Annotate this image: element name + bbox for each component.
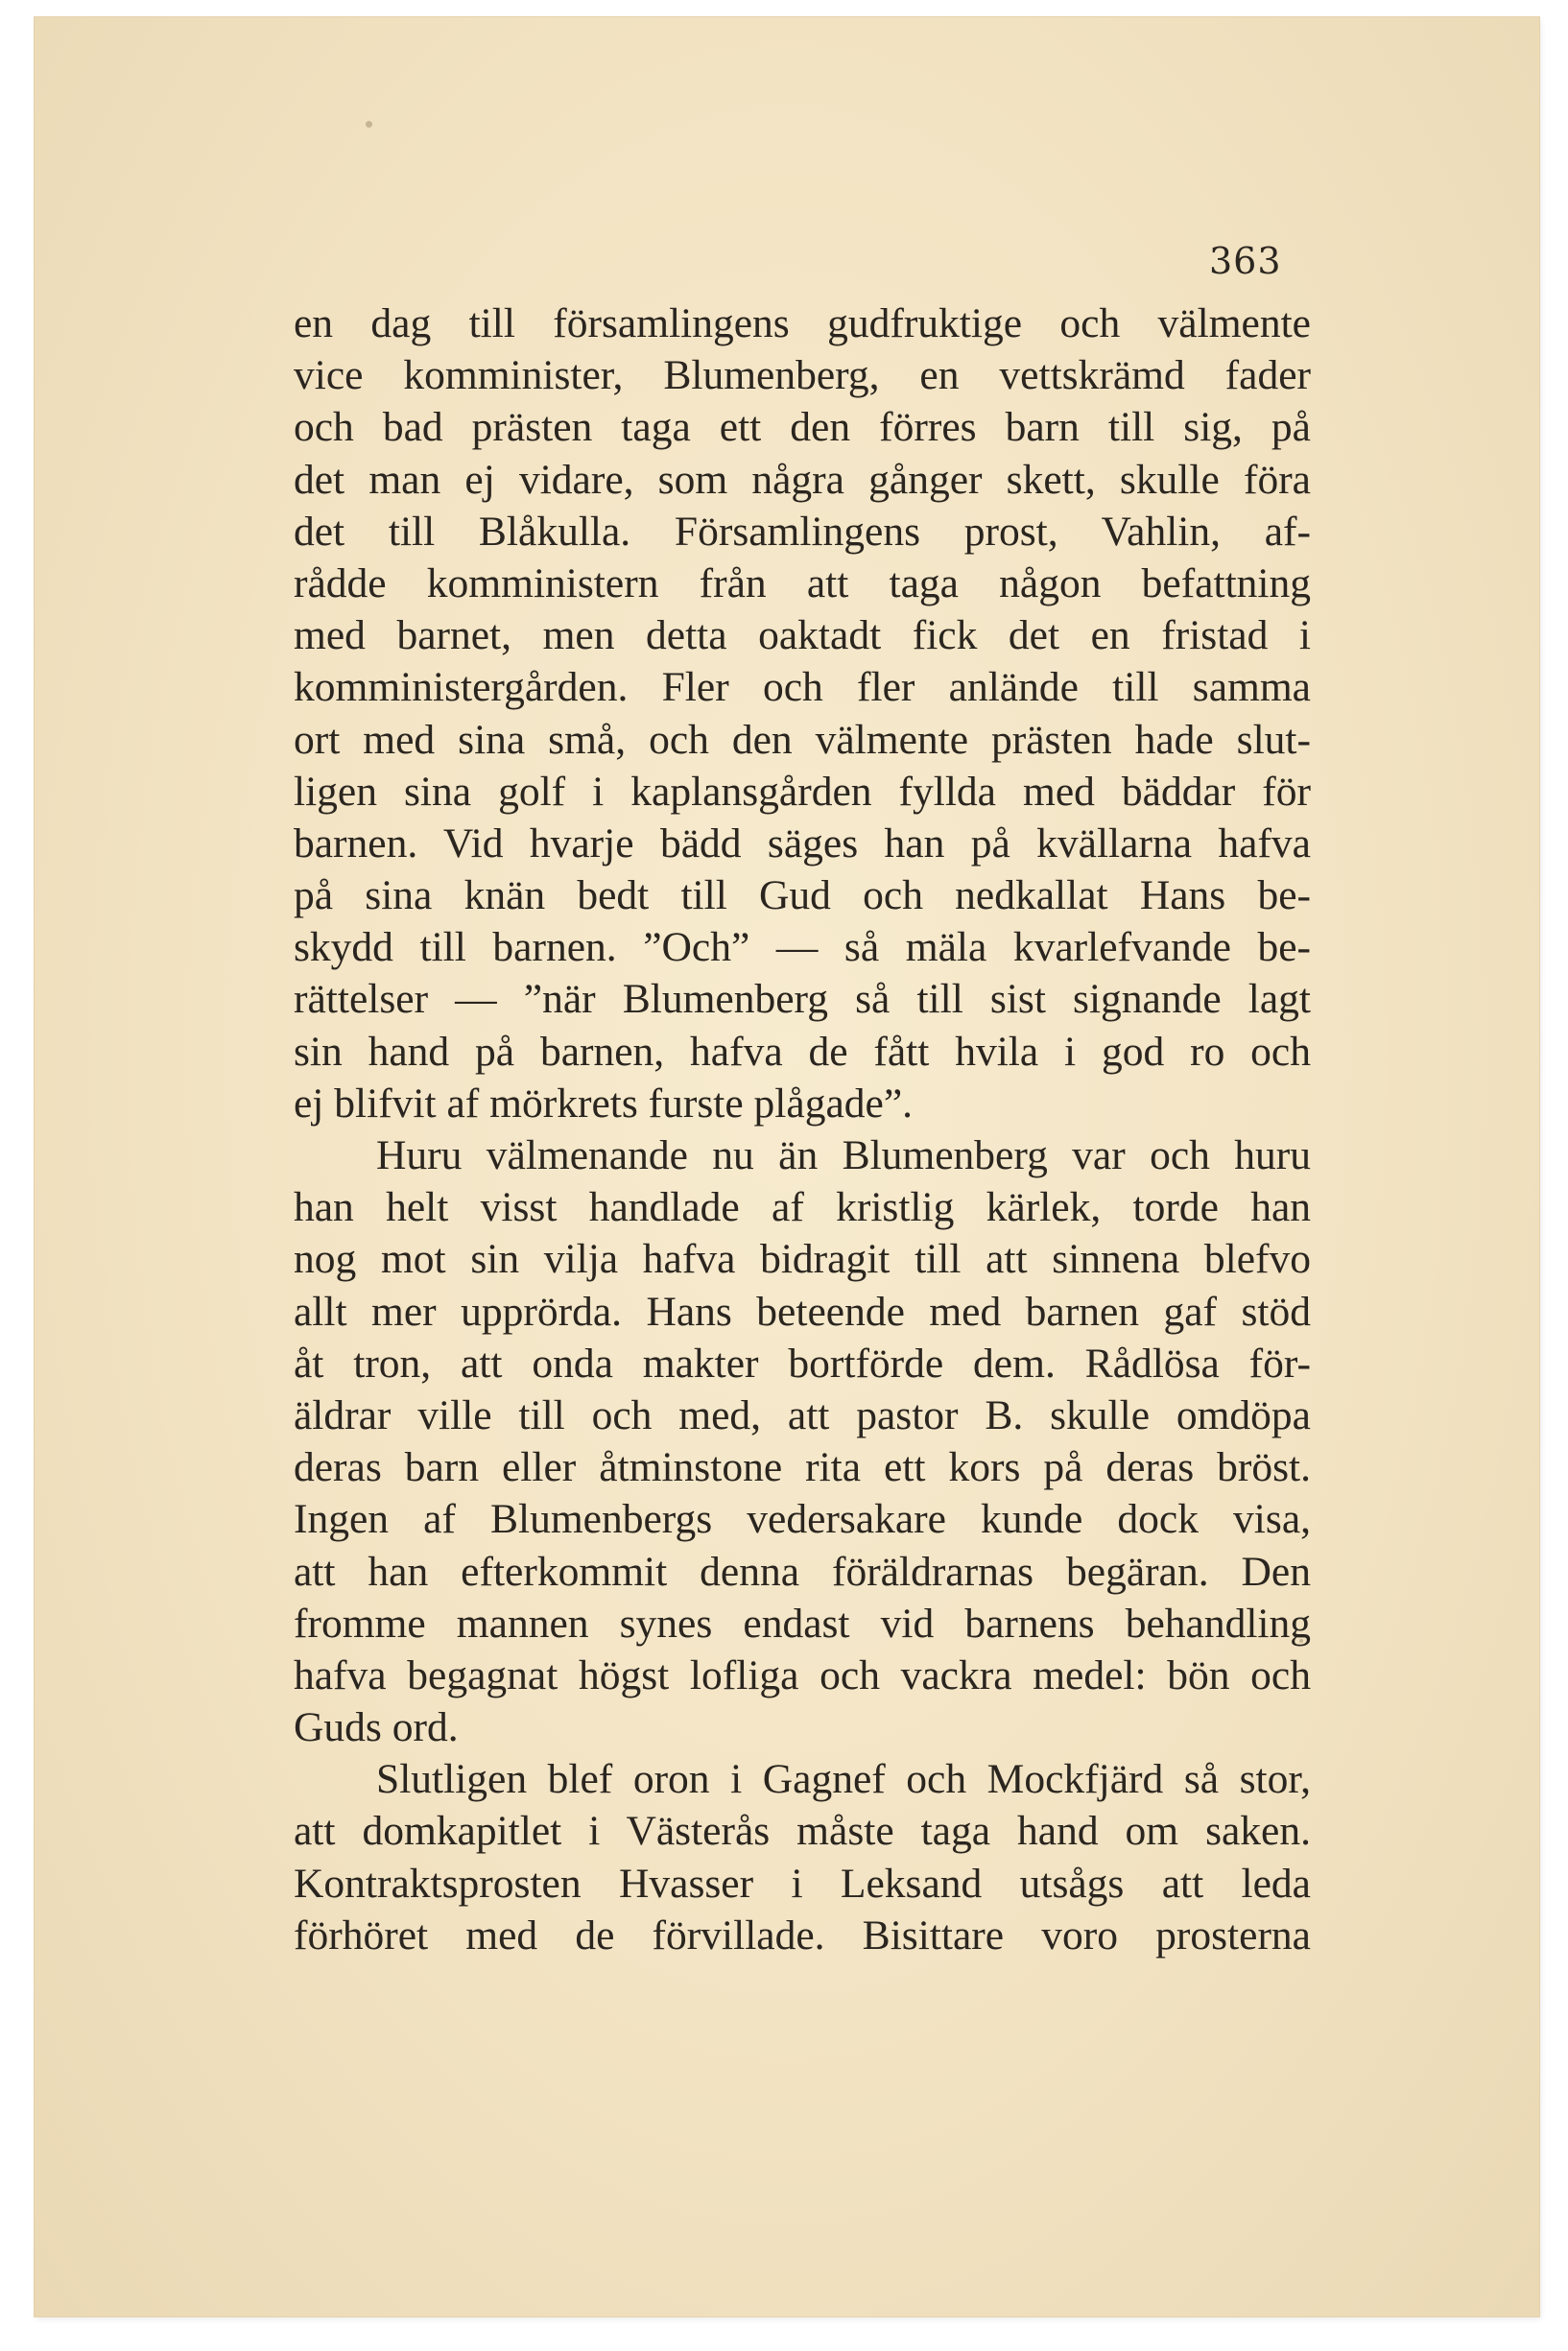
text-line: rättelser — ”när Blumenberg så till sist signande lagt [294,976,1311,1023]
text-line: att domkapitlet i Västerås måste taga hand om saken. [294,1808,1311,1855]
text-line: förhöret med de förvillade. Bisittare voro prosterna [294,1912,1311,1959]
body-text [294,297,1311,1961]
text-line: med barnet, men detta oaktadt fick det en fristad i [294,612,1311,659]
book-page [35,17,1539,2316]
text-line: sin hand på barnen, hafva de fått hvila i god ro och [294,1028,1311,1075]
text-line: vice komminister, Blumenberg, en vettskrämd fader [294,352,1311,399]
paper-speck [366,121,372,128]
paragraph-start-line: Huru välmenande nu än Blumenberg var och huru [376,1132,1311,1178]
text-line: rådde komministern från att taga någon befattning [294,559,1311,606]
paragraph-end-line: Guds ord. [294,1704,459,1751]
page-number: 363 [1209,240,1282,282]
text-line: det till Blåkulla. Församlingens prost, Vahlin, af- [294,508,1311,555]
text-line: barnen. Vid hvarje bädd säges han på kvällarna hafva [294,819,1311,867]
text-line: nog mot sin vilja hafva bidragit till att sinnena blefvo [294,1236,1311,1283]
text-line: skydd till barnen. ”Och” — så mäla kvarlefvande be- [294,924,1311,971]
paragraph-start-line: Slutligen blef oron i Gagnef och Mockfjärd så stor, [376,1756,1311,1803]
text-line: en dag till församlingens gudfruktige och välmente [294,300,1311,346]
text-line: ort med sina små, och den välmente prästen hade slut- [294,716,1311,763]
text-line: fromme mannen synes endast vid barnens behandling [294,1600,1311,1647]
text-line: på sina knän bedt till Gud och nedkallat Hans be- [294,872,1311,919]
text-line: allt mer upprörda. Hans beteende med barnen gaf stöd [294,1288,1311,1335]
text-line: Ingen af Blumenbergs vedersakare kunde dock visa, [294,1496,1311,1543]
text-line: det man ej vidare, som några gånger skett, skulle föra [294,456,1311,503]
text-line: komministergården. Fler och fler anlände till samma [294,664,1311,711]
text-line: ligen sina golf i kaplansgården fyllda med bäddar för [294,768,1311,815]
text-line: Kontraktsprosten Hvasser i Leksand utsågs att leda [294,1860,1311,1907]
text-line: och bad prästen taga ett den förres barn till sig, på [294,404,1311,451]
text-line: deras barn eller åtminstone rita ett kors på deras bröst. [294,1444,1311,1491]
text-line: han helt visst handlade af kristlig kärlek, torde han [294,1184,1311,1231]
text-line: åt tron, att onda makter bortförde dem. Rådlösa för- [294,1340,1311,1387]
paragraph-end-line: ej blifvit af mörkrets furste plågade”. [294,1080,914,1127]
text-line: hafva begagnat högst lofliga och vackra medel: bön och [294,1651,1311,1698]
text-line: att han efterkommit denna föräldrarnas begäran. Den [294,1548,1311,1595]
text-line: äldrar ville till och med, att pastor B. skulle omdöpa [294,1391,1311,1438]
